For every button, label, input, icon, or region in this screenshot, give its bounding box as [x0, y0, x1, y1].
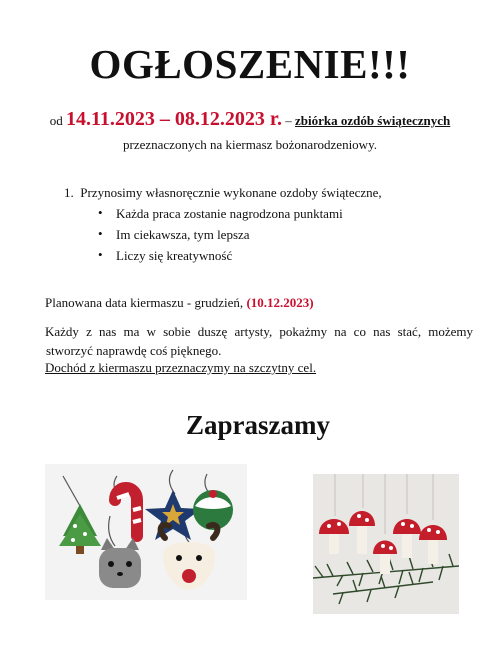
closing-heading: Zapraszamy	[186, 410, 330, 440]
ornaments-illustration	[45, 464, 247, 600]
date-range: 14.11.2023 – 08.12.2023 r.	[66, 108, 282, 130]
collection-label: zbiórka ozdób świątecznych	[294, 113, 451, 128]
mushrooms-illustration	[313, 474, 459, 614]
purpose-line: przeznaczonych na kiermasz bożonarodzeniowy.	[123, 137, 377, 152]
announcement-title: OGŁOSZENIE!!!	[89, 41, 411, 87]
list-main-text: Przynosimy własnoręcznie wykonane ozdoby świąteczne,	[80, 185, 382, 200]
paragraph-line-2: stworzyć naprawdę coś pięknego.	[46, 343, 222, 358]
dates-prefix: od	[49, 113, 63, 128]
fair-date: (10.12.2023)	[246, 295, 314, 310]
list-number: 1.	[64, 185, 74, 200]
mushrooms-photo	[313, 474, 459, 614]
fair-date-text: Planowana data kiermaszu - grudzień,	[45, 295, 244, 310]
invitation-paragraph	[45, 322, 473, 360]
bullet-item: • Liczy się kreatywność	[96, 248, 343, 269]
charity-note: Dochód z kiermaszu przeznaczymy na szczytny cel.	[45, 360, 317, 375]
bullet-list	[96, 206, 343, 269]
paragraph-line-1: Każdy z nas ma w sobie duszę artysty, pokażmy na co nas stać, możemy	[45, 324, 473, 339]
bullet-item: • Im ciekawsza, tym lepsza	[96, 227, 343, 248]
list-item-main	[64, 185, 382, 201]
ornaments-photo	[45, 464, 247, 600]
dates-dash: –	[285, 113, 292, 128]
fair-date-line	[45, 295, 314, 311]
bullet-item: • Każda praca zostanie nagrodzona punktami	[96, 206, 343, 227]
dates-line	[0, 108, 500, 131]
